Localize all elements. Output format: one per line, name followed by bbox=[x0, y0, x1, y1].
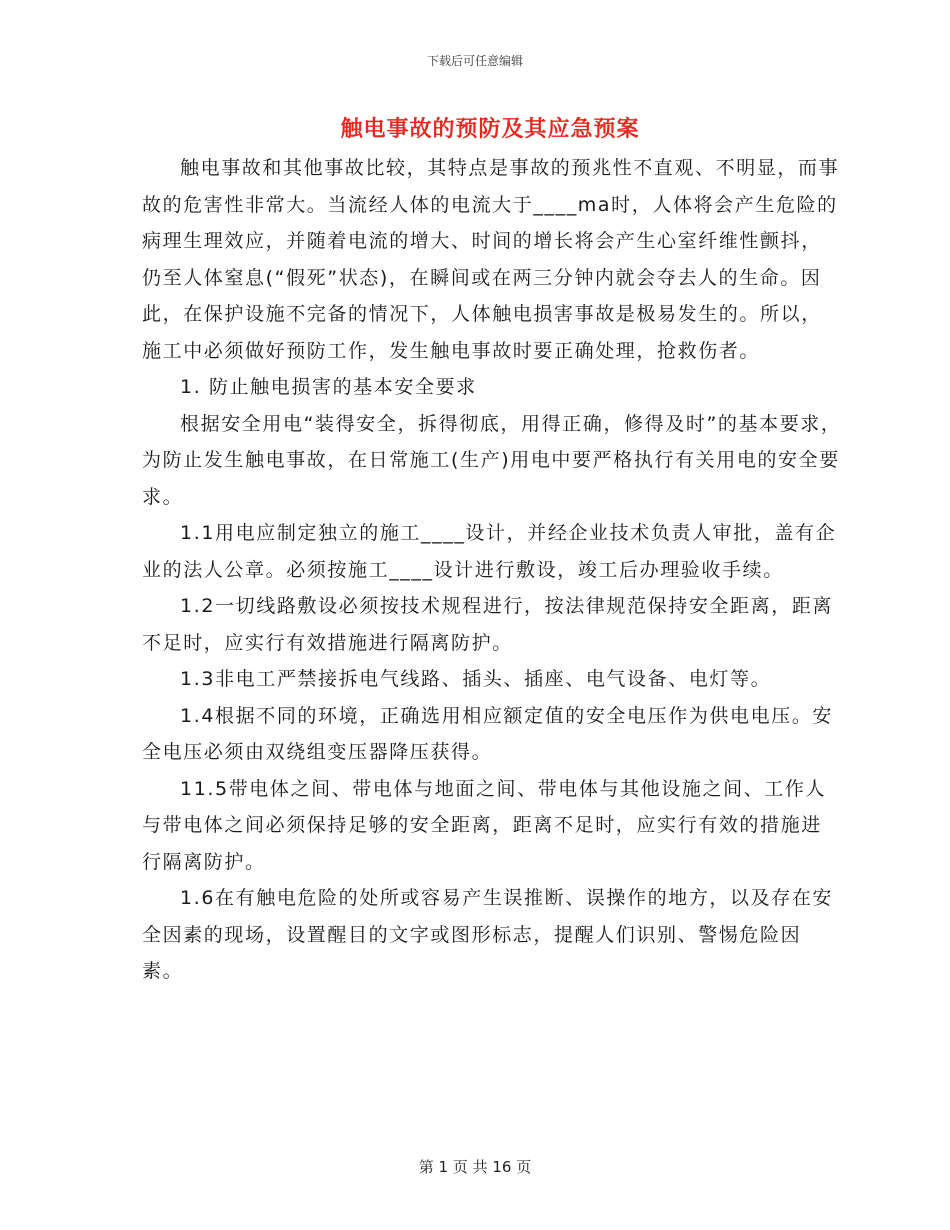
item-1-3: 1.3非电工严禁接拆电气线路、插头、插座、电气设备、电灯等。 bbox=[180, 668, 772, 690]
item-1-5: 11.5带电体之间、带电体与地面之间、带电体与其他设施之间、工作人与带电体之间必须保持足够的安全距离，距离不足时，应实行有效的措施进行隔离防护。 bbox=[142, 777, 827, 873]
document-body bbox=[142, 150, 842, 990]
item-1-4: 1.4根据不同的环境，正确选用相应额定值的安全电压作为供电电压。安全电压必须由双绕组变压器降压获得。 bbox=[142, 704, 834, 763]
paragraph-requirements: 根据安全用电“装得安全，拆得彻底，用得正确，修得及时”的基本要求，为防止发生触电事故，在日常施工(生产)用电中要严格执行有关用电的安全要求。 bbox=[142, 412, 842, 508]
document-title: 触电事故的预防及其应急预案 bbox=[340, 117, 640, 142]
page-footer: 第 1 页 共 16 页 bbox=[418, 1158, 532, 1176]
item-1-6: 1.6在有触电危险的处所或容易产生误推断、误操作的地方，以及存在安全因素的现场，设置醒目的文字或图形标志，提醒人们识别、警惕危险因素。 bbox=[142, 887, 834, 982]
item-1-1: 1.1用电应制定独立的施工____设计，并经企业技术负责人审批，盖有企业的法人公章。必须按施工____设计进行敷设，竣工后办理验收手续。 bbox=[142, 522, 837, 581]
header-note: 下载后可任意编辑 bbox=[426, 54, 523, 68]
section-heading: 1. 防止触电损害的基本安全要求 bbox=[180, 376, 477, 398]
paragraph-intro: 触电事故和其他事故比较，其特点是事故的预兆性不直观、不明显，而事故的危害性非常大。当流经人体的电流大于____ma时，人体将会产生危险的病理生理效应，并随着电流的增大、时间的增长将会产生心室纤维性颤抖，仍至人体窒息(“假死”状态)，在瞬间或在两三分钟内就会夺去人的生命。因此，在保护设施不完备的情况下，人体触电损害事故是极易发生的。所以，施工中必须做好预防工作，发生触电事故时要正确处理，抢救伤者。 bbox=[142, 157, 840, 362]
item-1-2: 1.2一切线路敷设必须按技术规程进行，按法律规范保持安全距离，距离不足时，应实行有效措施进行隔离防护。 bbox=[142, 595, 834, 654]
